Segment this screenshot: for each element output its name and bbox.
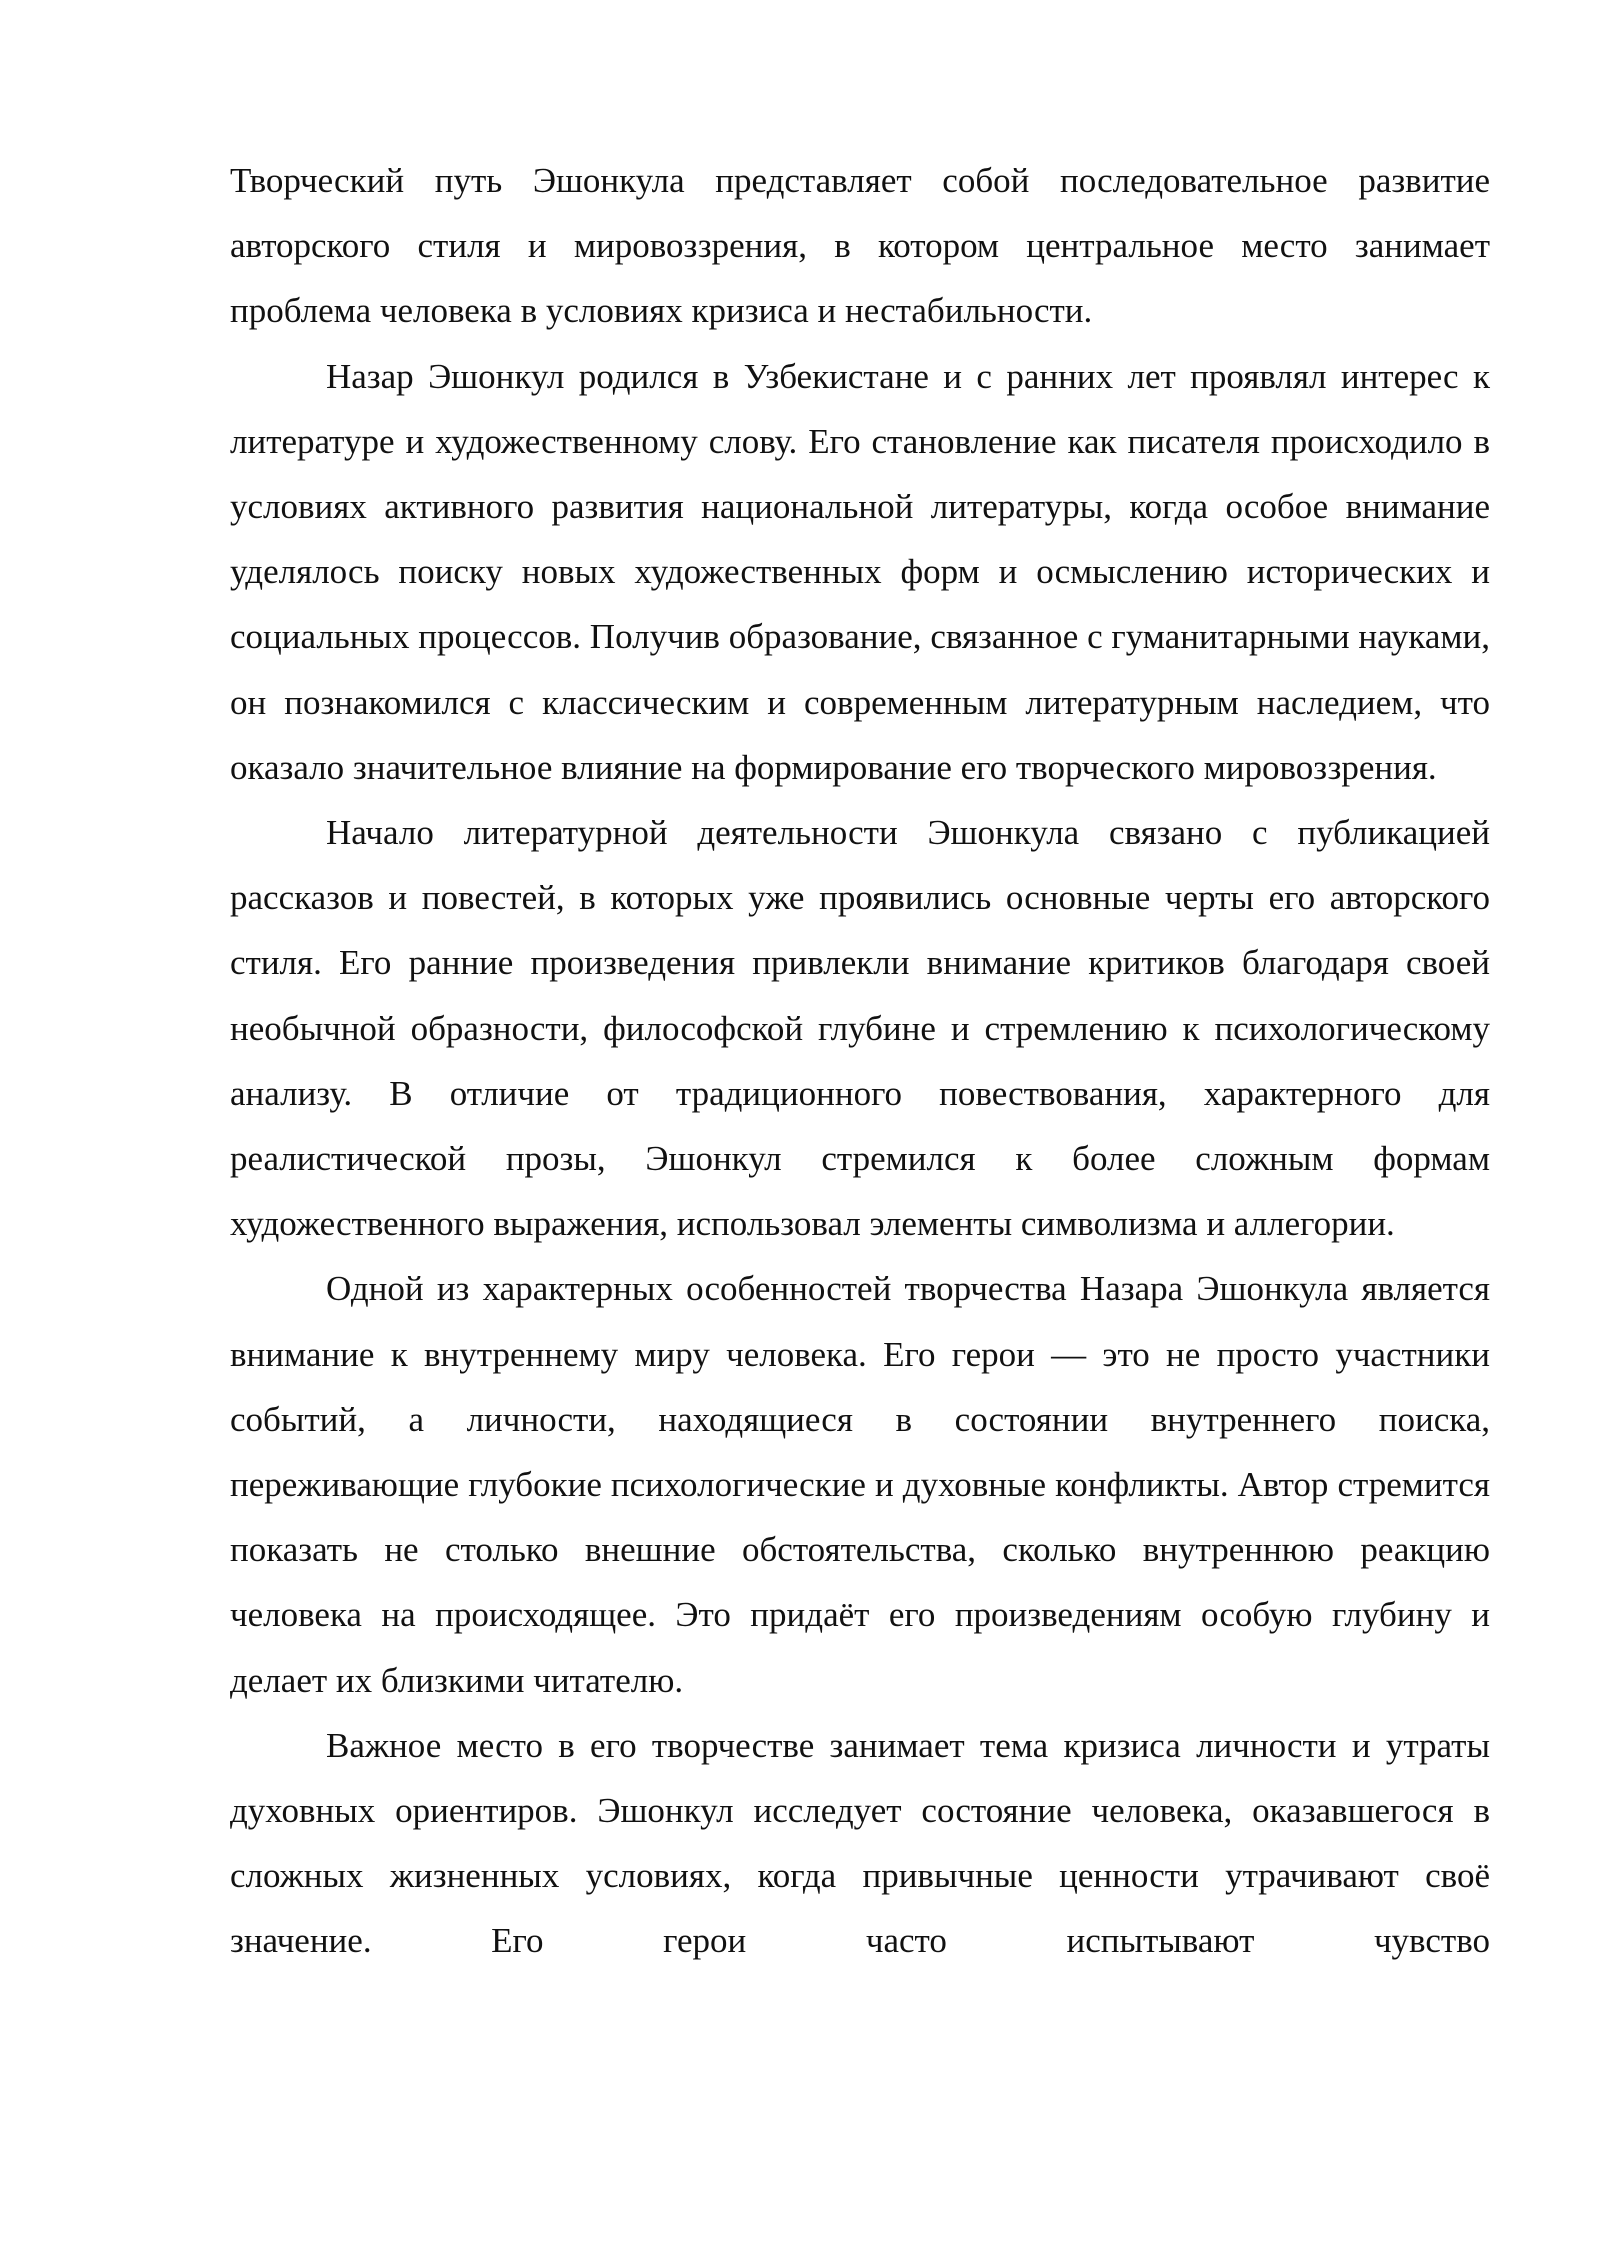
body-text (230, 148, 1490, 1974)
paragraph-5: Важное место в его творчестве занимает тема кризиса личности и утраты духовных ориентиров. Эшонкул исследует состояние человека, оказавшегося в сложных жизненных условиях, когда привычные ценности утрачивают своё значение. Его герои часто испытывают чувство (230, 1725, 1490, 1961)
paragraph-4: Одной из характерных особенностей творчества Назара Эшонкула является внимание к внутреннему миру человека. Его герои — это не просто участники событий, а личности, находящиеся в состоянии внутреннего поиска, переживающие глубокие психологические и духовные конфликты. Автор стремится показать не столько внешние обстоятельства, сколько внутреннюю реакцию человека на происходящее. Это придаёт его произведениям особую глубину и делает их близкими читателю. (230, 1269, 1490, 1700)
paragraph-1: Творческий путь Эшонкула представляет собой последовательное развитие авторского стиля и мировоззрения, в котором центральное место занимает проблема человека в условиях кризиса и нестабильности. (230, 161, 1490, 331)
paragraph-2: Назар Эшонкул родился в Узбекистане и с ранних лет проявлял интерес к литературе и художественному слову. Его становление как писателя происходило в условиях активного развития национальной литературы, когда особое внимание уделялось поиску новых художественных форм и осмыслению исторических и социальных процессов. Получив образование, связанное с гуманитарными науками, он познакомился с классическим и современным литературным наследием, что оказало значительное влияние на формирование его творческого мировоззрения. (230, 356, 1490, 787)
paragraph-3: Начало литературной деятельности Эшонкула связано с публикацией рассказов и повестей, в которых уже проявились основные черты его авторского стиля. Его ранние произведения привлекли внимание критиков благодаря своей необычной образности, философской глубине и стремлению к психологическому анализу. В отличие от традиционного повествования, характерного для реалистической прозы, Эшонкул стремился к более сложным формам художественного выражения, использовал элементы символизма и аллегории. (230, 813, 1490, 1244)
